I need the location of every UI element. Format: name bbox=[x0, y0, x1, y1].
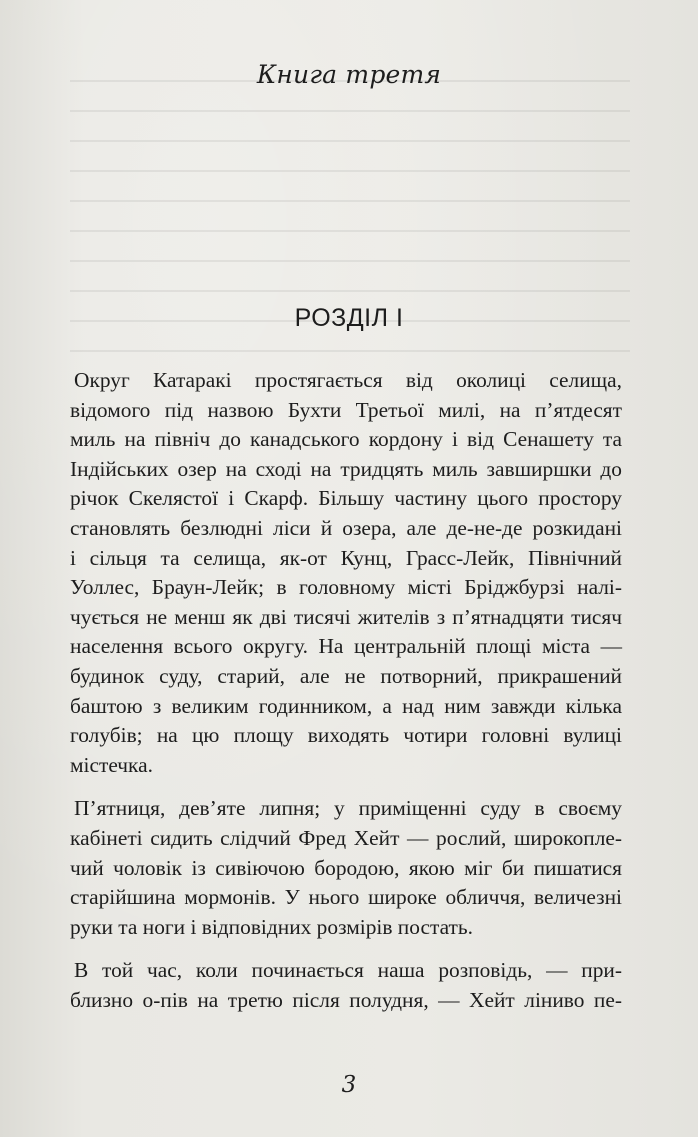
body-text bbox=[70, 366, 622, 1015]
text-line: кабінеті сидить слідчий Фред Хейт — рослий, широкопле- bbox=[70, 825, 622, 850]
paragraph-3 bbox=[70, 956, 622, 1015]
text-line: становлять безлюдні ліси й озера, але де-не-де розкидані bbox=[70, 515, 622, 540]
text-line: Округ Катаракі простягається від околиці селища, bbox=[74, 368, 622, 392]
text-line: містечка. bbox=[70, 752, 153, 777]
paragraph-1 bbox=[70, 366, 622, 780]
text-line: руки та ноги і відповідних розмірів постать. bbox=[70, 914, 473, 939]
text-line: близно о-пів на третю після полудня, — Хейт ліниво пе- bbox=[70, 987, 622, 1012]
text-line: відомого під назвою Бухти Третьої милі, на п’ятдесят bbox=[70, 397, 622, 422]
text-line: голубів; на цю площу виходять чотири головні вулиці bbox=[70, 723, 622, 748]
text-line: Індійських озер на сході на тридцять миль завширшки до bbox=[70, 456, 622, 481]
text-line: В той час, коли починається наша розповідь, — при- bbox=[74, 958, 622, 983]
text-line: чується не менш як дві тисячі жителів з п’ятнадцяти тисяч bbox=[70, 604, 622, 629]
text-line: П’ятниця, дев’яте липня; у приміщенні суду в своєму bbox=[74, 796, 622, 821]
text-line: чий чоловік із сивіючою бородою, якою міг би пишатися bbox=[70, 855, 622, 880]
text-line: і сільця та селища, як-от Кунц, Грасс-Лейк, Північний bbox=[70, 545, 622, 570]
text-line: річок Скелястої і Скарф. Більшу частину цього простору bbox=[70, 486, 622, 511]
running-head: Книга третя bbox=[256, 60, 442, 89]
text-line: миль на північ до канадського кордону і від Сенашету та bbox=[70, 427, 622, 452]
paragraph-2 bbox=[70, 794, 622, 942]
text-line: будинок суду, старий, але не потворний, прикрашений bbox=[70, 663, 622, 688]
page-number: 3 bbox=[341, 1072, 357, 1098]
text-line: баштою з великим годинником, а над ним завжди кілька bbox=[70, 693, 622, 718]
text-line: населення всього округу. На центральній площі міста — bbox=[70, 634, 622, 659]
text-line: старійшина мормонів. У нього широке обличчя, величезні bbox=[70, 885, 622, 910]
text-line: Уоллес, Браун-Лейк; в головному місті Бріджбурзі налі- bbox=[70, 575, 622, 600]
chapter-title: РОЗДІЛ I bbox=[294, 304, 404, 332]
